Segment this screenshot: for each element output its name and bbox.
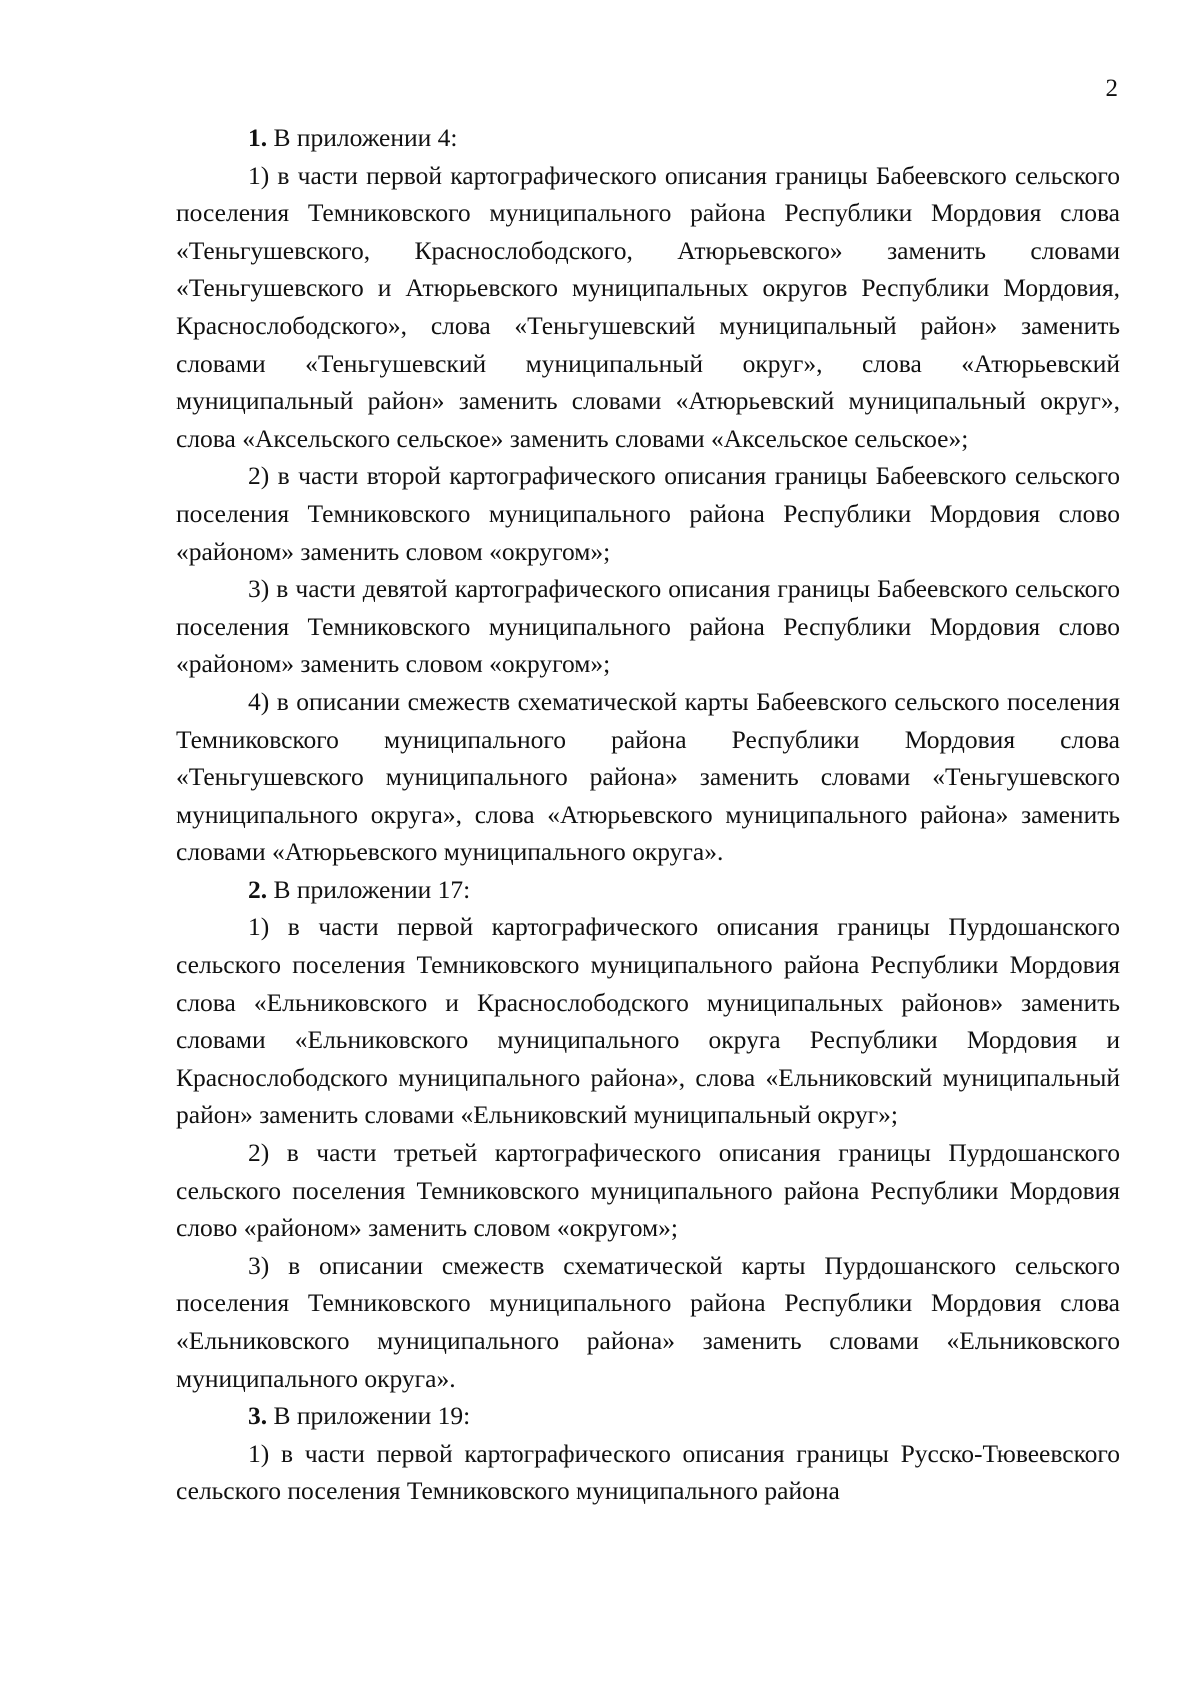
section-number: 1. [248, 123, 268, 152]
paragraph-item: 1) в части первой картографического описания границы Пурдошанского сельского поселения Темниковского муниципального района Республики Мордовия слова «Ельниковского и Краснослободского муниципальных районов» заменить словами «Ельниковского муниципального округа Республики Мордовия и Краснослободского муниципального района», слова «Ельниковский муниципальный район» заменить словами «Ельниковский муниципальный округ»; [176, 912, 1120, 1130]
section-heading-text: В приложении 4: [273, 123, 458, 152]
paragraph-item: 1) в части первой картографического описания границы Бабеевского сельского поселения Темниковского муниципального района Республики Мордовия слова «Теньгушевского, Краснослободского, Атюрьевского» заменить словами «Теньгушевского и Атюрьевского муниципальных округов Республики Мордовия, Краснослободского», слова «Теньгушевский муниципальный район» заменить словами «Теньгушевский муниципальный округ», слова «Атюрьевский муниципальный район» заменить словами «Атюрьевский муниципальный округ», слова «Аксельского сельское» заменить словами «Аксельское сельское»; [176, 160, 1120, 453]
section-number: 2. [248, 874, 268, 904]
section-heading-2 [176, 871, 1120, 909]
document-body [176, 119, 1120, 1510]
page-number: 2 [1105, 75, 1118, 102]
paragraph-item: 4) в описании смежеств схематической карты Бабеевского сельского поселения Темниковского муниципального района Республики Мордовия слова «Теньгушевского муниципального района» заменить словами «Теньгушевского муниципального округа», слова «Атюрьевского муниципального района» заменить словами «Атюрьевского муниципального округа». [176, 686, 1120, 867]
section-heading-text: В приложении 19: [273, 1401, 471, 1431]
paragraph-item: 1) в части первой картографического описания границы Русско-Тювеевского сельского поселения Темниковского муниципального района [176, 1438, 1120, 1506]
section-heading-1 [176, 119, 1120, 157]
paragraph-item: 3) в описании смежеств схематической карты Пурдошанского сельского поселения Темниковского муниципального района Республики Мордовия слова «Ельниковского муниципального района» заменить словами «Ельниковского муниципального округа». [176, 1250, 1120, 1393]
section-number: 3. [248, 1401, 268, 1431]
section-heading-3 [176, 1397, 1120, 1435]
paragraph-item: 2) в части второй картографического описания границы Бабеевского сельского поселения Темниковского муниципального района Республики Мордовия слово «районом» заменить словом «округом»; [176, 461, 1120, 566]
paragraph-item: 3) в части девятой картографического описания границы Бабеевского сельского поселения Темниковского муниципального района Республики Мордовия слово «районом» заменить словом «округом»; [176, 574, 1120, 679]
section-heading-text: В приложении 17: [273, 874, 471, 904]
paragraph-item: 2) в части третьей картографического описания границы Пурдошанского сельского поселения Темниковского муниципального района Республики Мордовия слово «районом» заменить словом «округом»; [176, 1138, 1120, 1243]
